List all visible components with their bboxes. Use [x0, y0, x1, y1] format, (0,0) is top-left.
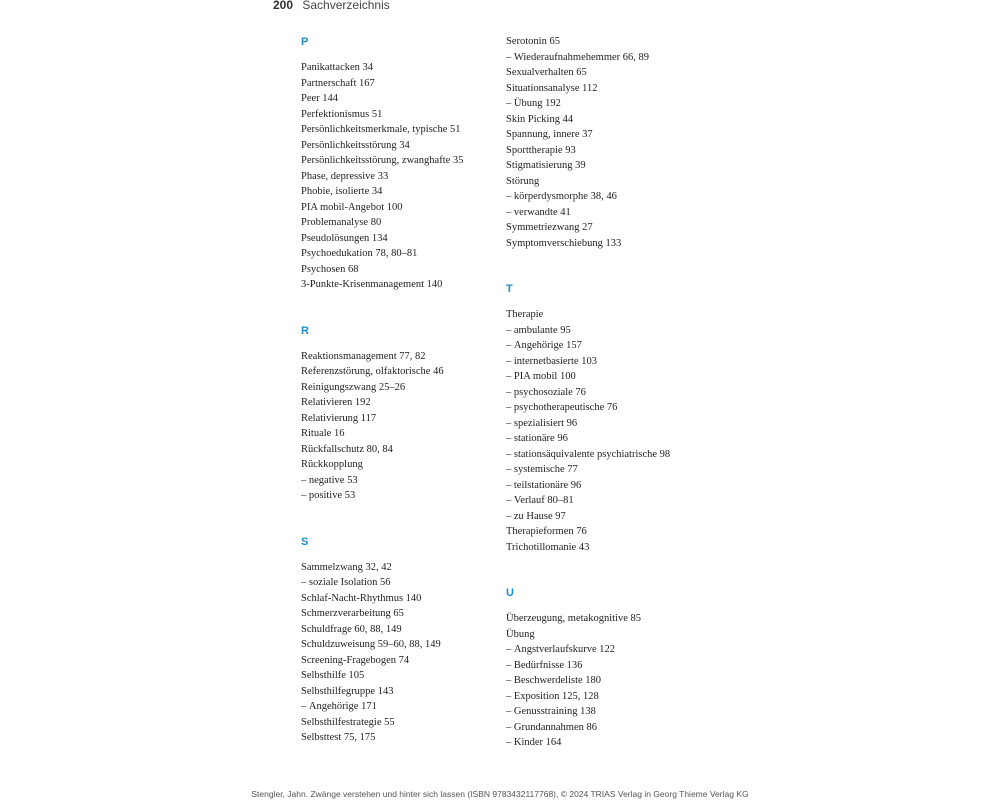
index-entry: Phase, depressive 33	[301, 170, 389, 182]
index-entry: 3-Punkte-Krisenmanagement 140	[301, 279, 443, 290]
index-subentry: – Übung 192	[506, 97, 561, 111]
index-subentry: – negative 53	[301, 474, 358, 488]
index-subentry: – Bedürfnisse 136	[506, 659, 582, 673]
index-subentry: – psychotherapeutische 76	[506, 401, 617, 415]
index-subentry: – systemische 77	[506, 463, 578, 477]
index-subentry: – psychosoziale 76	[506, 386, 586, 400]
index-entry: Störung	[506, 175, 540, 187]
index-entry: Rückkopplung	[301, 459, 363, 470]
index-entry: Persönlichkeitsstörung, zwanghafte 35	[301, 155, 464, 166]
index-entry: Selbsthilfegruppe 143	[301, 685, 394, 697]
index-subentry: – soziale Isolation 56	[301, 576, 391, 590]
index-entry: Symptomverschiebung 133	[506, 237, 622, 249]
index-entry: Phobie, isolierte 34	[301, 186, 383, 197]
index-entry: Selbsthilfestrategie 55	[301, 716, 395, 728]
index-subentry: – Beschwerdeliste 180	[506, 674, 601, 688]
index-entry: Stigmatisierung 39	[506, 160, 586, 171]
section-letter-r: R	[301, 324, 309, 337]
index-subentry: – stationsäquivalente psychiatrische 98	[506, 448, 670, 462]
index-entry: Panikattacken 34	[301, 62, 374, 73]
index-entry: Relativieren 192	[301, 397, 371, 408]
index-entry: Sammelzwang 32, 42	[301, 561, 392, 573]
index-entry: PIA mobil-Angebot 100	[301, 201, 403, 213]
index-entry: Relativierung 117	[301, 412, 377, 424]
index-subentry: – spezialisiert 96	[506, 417, 577, 431]
index-entry: Rückfallschutz 80, 84	[301, 443, 393, 455]
index-subentry: – positive 53	[301, 489, 355, 503]
index-entry: Sexualverhalten 65	[506, 67, 587, 78]
index-entry: Trichotillomanie 43	[506, 541, 590, 553]
page-title: Sachverzeichnis	[302, 0, 390, 12]
index-entry: Pseudolösungen 134	[301, 232, 388, 244]
index-entry: Überzeugung, metakognitive 85	[506, 613, 642, 624]
index-subentry: – PIA mobil 100	[506, 370, 576, 384]
index-entry: Situationsanalyse 112	[506, 82, 598, 94]
index-entry: Sporttherapie 93	[506, 144, 576, 156]
footer-copyright: Stengler, Jahn. Zwänge verstehen und hinter sich lassen (ISBN 9783432117768), © 2024 TRIAS Verlag in Georg Thieme Verlag KG	[251, 789, 749, 799]
index-entry: Therapieformen 76	[506, 526, 587, 537]
page-header	[273, 0, 390, 13]
section-letter-t: T	[506, 283, 513, 295]
index-entry: Reaktionsmanagement 77, 82	[301, 350, 426, 362]
index-entry: Selbsthilfe 105	[301, 670, 365, 681]
index-subentry: – Angehörige 171	[301, 700, 377, 714]
index-entry: Spannung, innere 37	[506, 129, 593, 140]
index-entry: Schuldfrage 60, 88, 149	[301, 623, 402, 635]
index-entry: Psychoedukation 78, 80–81	[301, 248, 418, 259]
page-number: 200	[273, 0, 294, 12]
index-subentry: – Angstverlaufskurve 122	[506, 643, 615, 657]
index-subentry: – ambulante 95	[506, 324, 571, 338]
index-entry: Peer 144	[301, 93, 339, 104]
index-subentry: – Kinder 164	[506, 736, 561, 750]
index-subentry: – Genusstraining 138	[506, 705, 596, 719]
index-entry: Persönlichkeitsstörung 34	[301, 139, 410, 151]
section-letter-u: U	[506, 587, 514, 599]
index-subentry: – Angehörige 157	[506, 339, 582, 353]
index-subentry: – Exposition 125, 128	[506, 690, 599, 704]
index-entry: Selbsttest 75, 175	[301, 732, 376, 743]
index-subentry: – teilstationäre 96	[506, 479, 581, 493]
index-entry: Psychosen 68	[301, 263, 359, 275]
index-entry: Symmetriezwang 27	[506, 222, 593, 233]
index-entry: Therapie	[506, 309, 544, 320]
index-entry: Perfektionismus 51	[301, 108, 383, 120]
index-entry: Screening-Fragebogen 74	[301, 654, 410, 666]
index-subentry: – verwandte 41	[506, 206, 571, 220]
index-subentry: – Grundannahmen 86	[506, 721, 597, 735]
index-subentry: – Verlauf 80–81	[506, 494, 574, 508]
section-letter-p: P	[301, 36, 309, 48]
index-entry: Schmerzverarbeitung 65	[301, 608, 404, 619]
index-entry: Schlaf-Nacht-Rhythmus 140	[301, 592, 422, 604]
index-entry: Übung	[506, 628, 535, 640]
index-entry: Reinigungszwang 25–26	[301, 381, 406, 393]
index-entry: Schuldzuweisung 59–60, 88, 149	[301, 639, 441, 650]
index-entry: Partnerschaft 167	[301, 77, 375, 89]
index-subentry: – körperdysmorphe 38, 46	[506, 190, 617, 204]
index-subentry: – internetbasierte 103	[506, 355, 597, 369]
index-entry: Serotonin 65	[506, 36, 560, 47]
section-letter-s: S	[301, 535, 309, 548]
index-entry: Persönlichkeitsmerkmale, typische 51	[301, 124, 461, 135]
index-entry: Skin Picking 44	[506, 113, 574, 125]
index-entry: Rituale 16	[301, 428, 345, 439]
index-subentry: – zu Hause 97	[506, 510, 566, 524]
index-subentry: – stationäre 96	[506, 432, 568, 446]
index-entry: Problemanalyse 80	[301, 217, 382, 228]
index-entry: Referenzstörung, olfaktorische 46	[301, 366, 444, 377]
index-subentry: – Wiederaufnahmehemmer 66, 89	[506, 51, 649, 65]
